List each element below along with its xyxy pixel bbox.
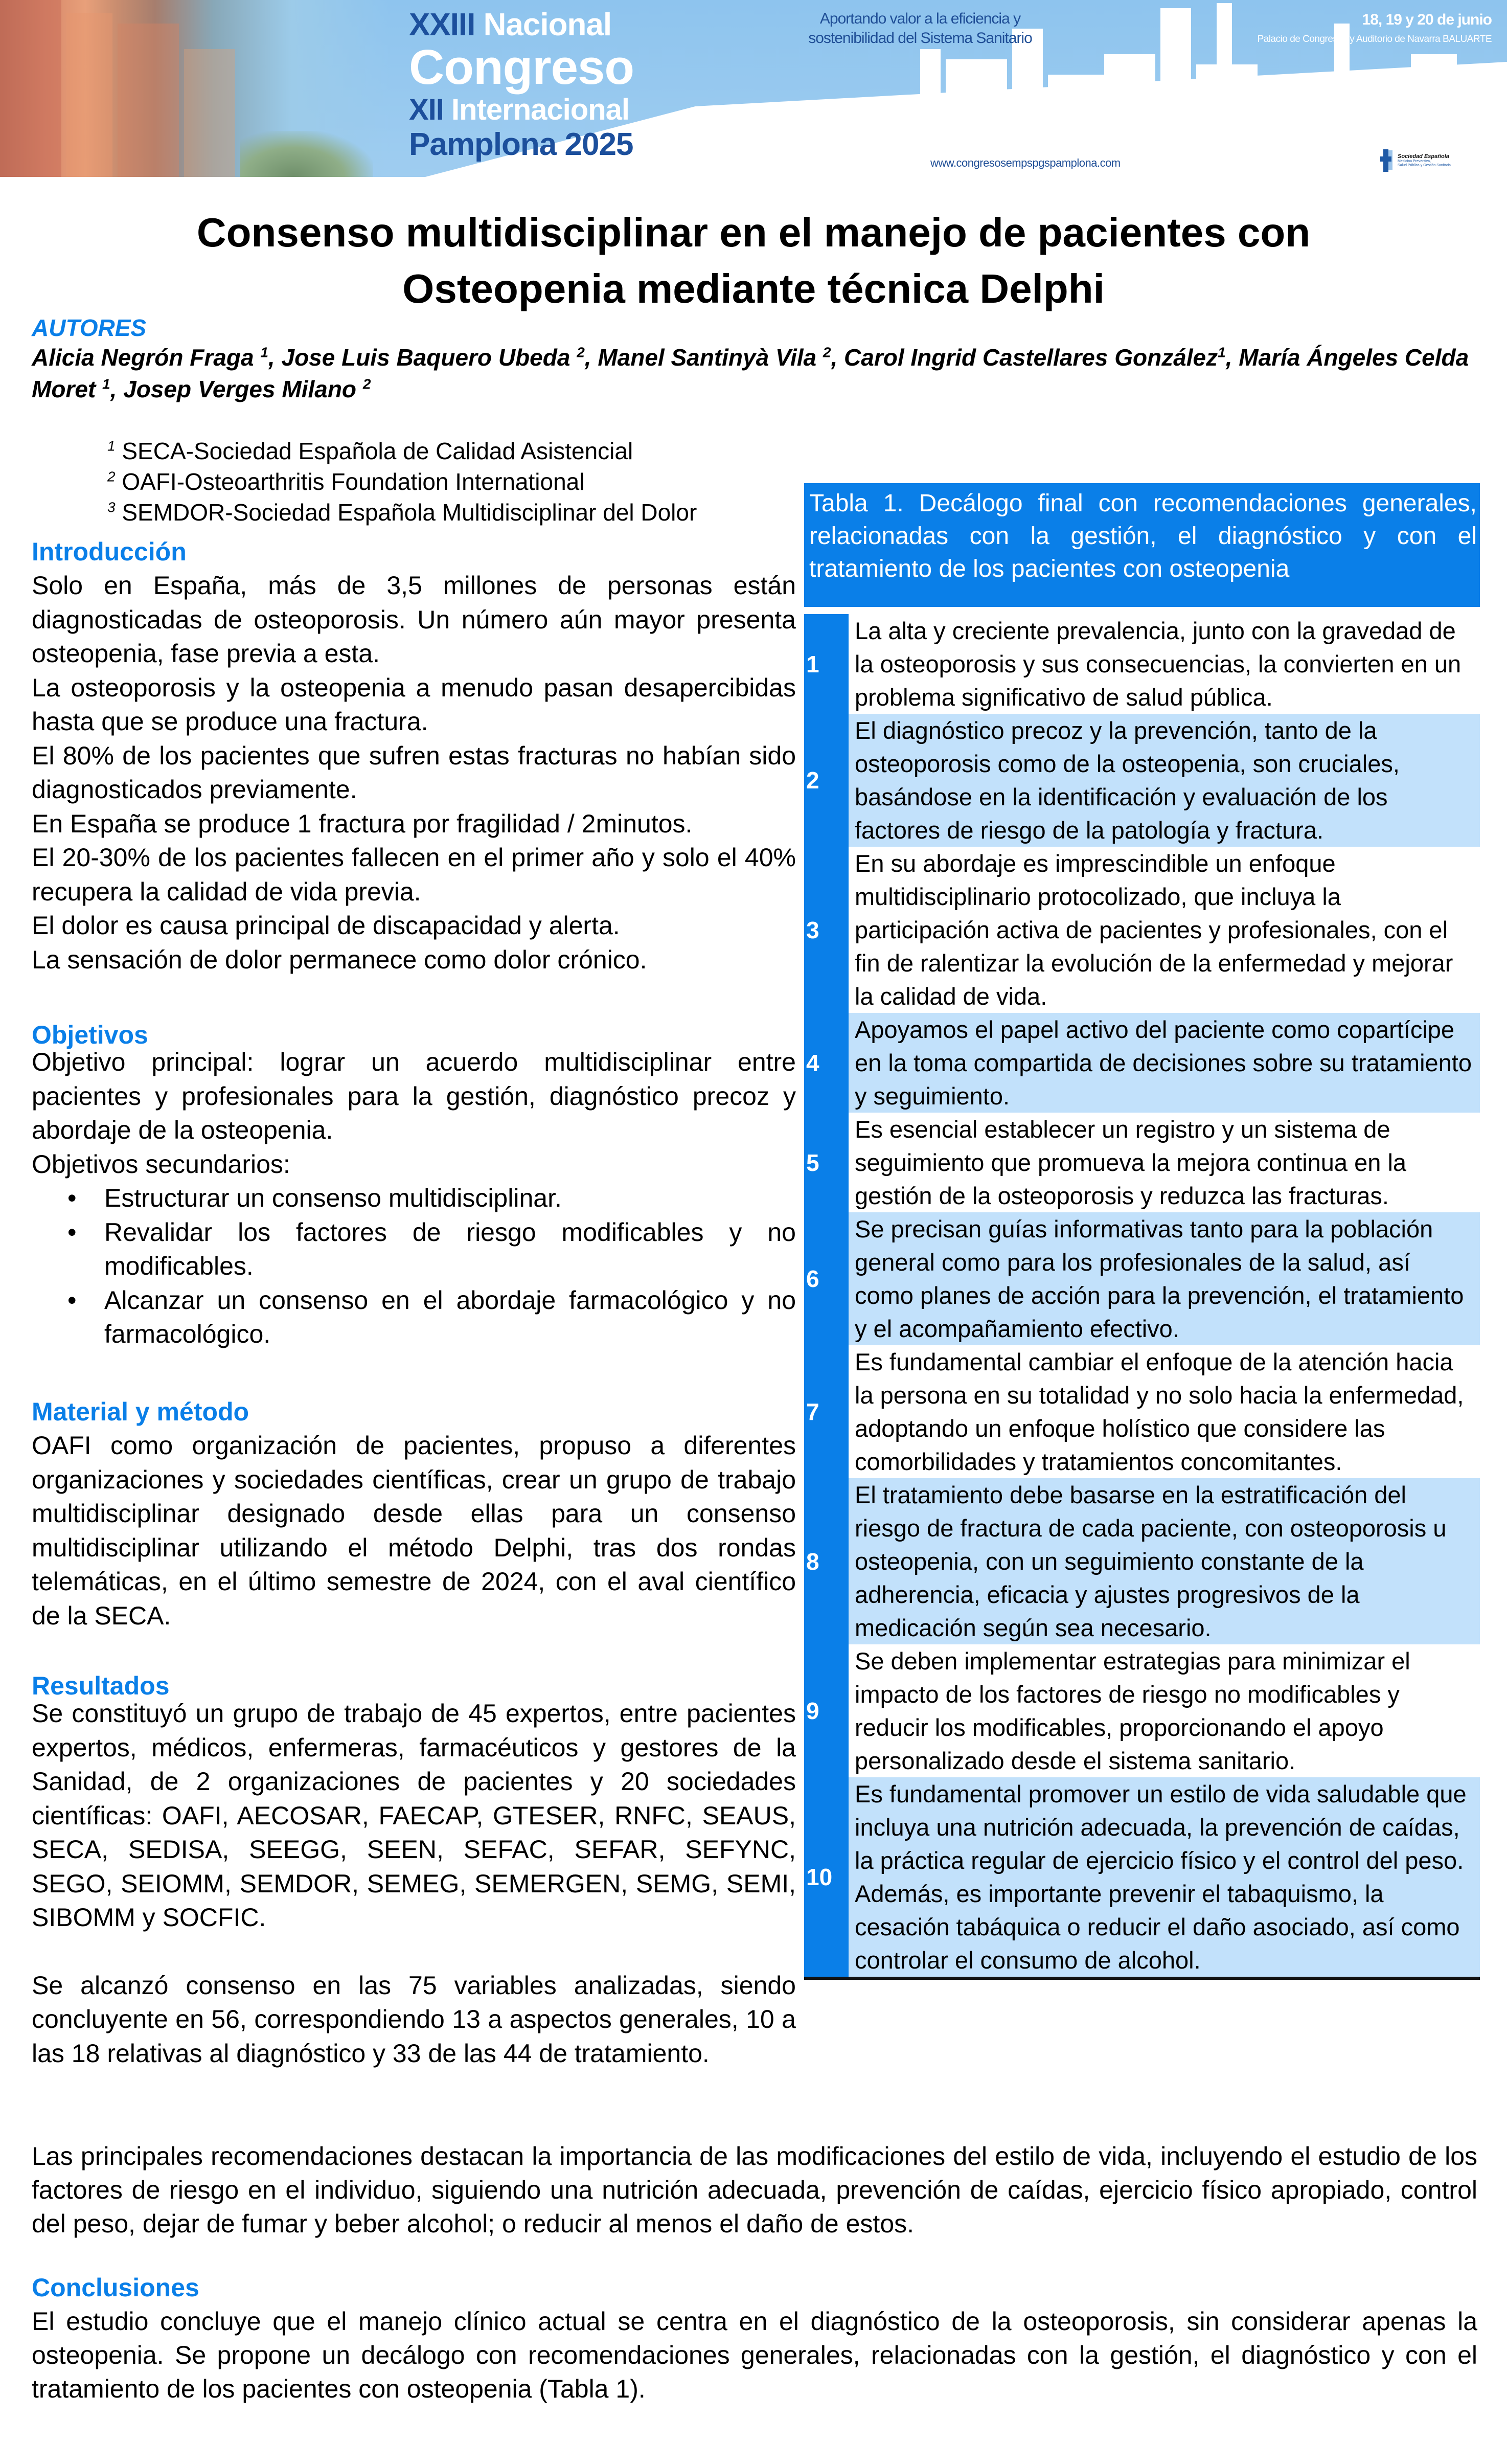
table-row-number: 4: [804, 1013, 849, 1113]
objetivo-secundario-text: Alcanzar un consenso en el abordaje farmacológico y no farmacológico.: [104, 1285, 796, 1348]
resultados-paragraph-2: Se alcanzó consenso en las 75 variables analizadas, siendo concluyente en 56, correspondiendo 13 a aspectos generales, 10 a las 18 relativas al diagnóstico y 33 de las 44 de tratamiento.: [32, 1971, 796, 2068]
table-row-text: Es fundamental cambiar el enfoque de la atención hacia la persona en su totalidad y no solo hacia la enfermedad, adoptando un enfoque holístico que considere las comorbilidades y tratamientos concomitantes.: [849, 1345, 1480, 1478]
resultados-body: [32, 1697, 796, 2070]
table-row-text: El diagnóstico precoz y la prevención, tanto de la osteoporosis como de la osteopenia, son cruciales, basándose en la identificación y evaluación de los factores de riesgo de la patología y fractura.: [849, 714, 1480, 847]
intro-paragraph: El 20-30% de los pacientes fallecen en el primer año y solo el 40% recupera la calidad de vida previa.: [32, 843, 796, 906]
affiliation-item: [107, 436, 697, 466]
table-row-text: En su abordaje es imprescindible un enfoque multidisciplinario protocolizado, que incluya la participación activa de pacientes y profesionales, con el fin de ralentizar la evolución de la enfermedad y mejorar la calidad de vida.: [849, 847, 1480, 1013]
congress-international-label: Internacional: [451, 93, 630, 126]
objetivos-secundarios-list: [32, 1181, 796, 1351]
table-row-text: Es fundamental promover un estilo de vida saludable que incluya una nutrición adecuada, la prevención de caídas, la práctica regular de ejercicio físico y el control del peso. Además, es importante prevenir el tabaquismo, la cesación tabáquica o reducir el daño asociado, así como controlar el consumo de alcohol.: [849, 1777, 1480, 1977]
affiliation-item: [107, 497, 697, 528]
congress-edition-national: XXIII: [409, 7, 475, 42]
society-name: Sociedad Española: [1398, 153, 1449, 160]
conclusiones-body: [32, 2304, 1477, 2406]
objetivo-principal: Objetivo principal: lograr un acuerdo multidisciplinar entre pacientes y profesionales para la gestión, diagnóstico precoz y abordaje de la osteopenia.: [32, 1048, 796, 1144]
resultados-recomendaciones: [32, 2139, 1477, 2241]
affiliation-text: SECA-Sociedad Española de Calidad Asistencial: [115, 438, 633, 464]
table-row-number: 2: [804, 714, 849, 847]
tagline-line-2: sostenibilidad del Sistema Sanitario: [808, 29, 1032, 47]
congress-title: [409, 9, 675, 161]
section-heading-introduccion: Introducción: [32, 537, 187, 566]
intro-paragraph: El dolor es causa principal de discapacidad y alerta.: [32, 911, 620, 940]
table-row-number: 9: [804, 1644, 849, 1777]
author-affiliation-ref: 1: [260, 344, 268, 360]
bullet-icon: •: [67, 1184, 77, 1212]
affiliations-list: [107, 436, 697, 528]
tagline-line-1: Aportando valor a la eficiencia y: [819, 10, 1021, 27]
congress-edition-international: XII: [409, 93, 444, 126]
objetivo-secundario-item: [32, 1283, 796, 1351]
congress-dates: 18, 19 y 20 de junio: [1362, 11, 1492, 28]
congress-city-year: Pamplona 2025: [409, 127, 633, 162]
author-affiliation-ref: 1: [1218, 344, 1226, 360]
table-row: [804, 1212, 1480, 1345]
society-cross-icon: [1380, 149, 1394, 172]
table-row-number: 8: [804, 1478, 849, 1644]
author-name: , Jose Luis Baquero Ubeda: [268, 344, 577, 371]
table-row: [804, 1345, 1480, 1478]
table-row-number: 3: [804, 847, 849, 1013]
table-row-number: 7: [804, 1345, 849, 1478]
decalogo-table: [804, 483, 1480, 1980]
society-subtitle-1: Medicina Preventiva,: [1398, 160, 1431, 164]
section-heading-material-metodo: Material y método: [32, 1397, 249, 1426]
table-row: [804, 1644, 1480, 1777]
bullet-icon: •: [67, 1217, 77, 1247]
society-logo: [1380, 149, 1451, 172]
intro-paragraph: En España se produce 1 fractura por fragilidad / 2minutos.: [32, 809, 693, 838]
table-row-number: 1: [804, 614, 849, 714]
poster-title-line-1: Consenso multidisciplinar en el manejo de pacientes con: [196, 210, 1311, 255]
bullet-icon: •: [67, 1285, 77, 1315]
affiliation-number: 1: [107, 438, 116, 454]
affiliation-text: OAFI-Osteoarthritis Foundation International: [115, 468, 585, 495]
table-row-number: 10: [804, 1777, 849, 1977]
intro-paragraph: El 80% de los pacientes que sufren estas fracturas no habían sido diagnosticados previamente.: [32, 741, 796, 804]
congress-banner: [0, 0, 1507, 177]
objetivos-body: [32, 1045, 796, 1351]
intro-paragraph: La sensación de dolor permanece como dolor crónico.: [32, 945, 647, 974]
author-name: , Carol Ingrid Castellares González: [831, 344, 1218, 371]
author-name: , Josep Verges Milano: [110, 376, 363, 402]
objetivo-secundario-text: Estructurar un consenso multidisciplinar.: [104, 1184, 562, 1212]
affiliation-number: 2: [107, 468, 116, 485]
introduccion-body: [32, 569, 796, 977]
table-row: [804, 1478, 1480, 1644]
material-paragraph: OAFI como organización de pacientes, propuso a diferentes organizaciones y sociedades científicas, crear un grupo de trabajo multidisciplinar designado desde ellas para un consenso multidisciplinar utilizando el método Delphi, tras dos rondas telemáticas, en el último semestre de 2024, con el aval científico de la SECA.: [32, 1431, 796, 1630]
table-row-text: El tratamiento debe basarse en la estratificación del riesgo de fractura de cada paciente, con osteoporosis u osteopenia, con un seguimiento constante de la adherencia, eficacia y ajustes progresivos de la medicación según sea necesario.: [849, 1478, 1480, 1644]
congress-national-label: Nacional: [483, 7, 612, 42]
resultados-paragraph-3: Las principales recomendaciones destacan la importancia de las modificaciones del estilo de vida, incluyendo el estudio de los factores de riesgo en el individuo, siguiendo una nutrición adecuada, prevención de caídas, ejercicio físico apropiado, control del peso, dejar de fumar y beber alcohol; o reducir al menos el daño de estos.: [32, 2142, 1477, 2238]
section-heading-resultados: Resultados: [32, 1671, 170, 1700]
author-affiliation-ref: 2: [823, 344, 831, 360]
author-affiliation-ref: 2: [577, 344, 585, 360]
trees-graphic: [240, 131, 373, 177]
material-body: [32, 1429, 796, 1633]
objetivos-secundarios-label: Objetivos secundarios:: [32, 1149, 290, 1179]
table-row-text: Apoyamos el papel activo del paciente como copartícipe en la toma compartida de decisiones sobre su tratamiento y seguimiento.: [849, 1013, 1480, 1113]
table-row-text: Es esencial establecer un registro y un sistema de seguimiento que promueva la mejora continua en la gestión de la osteoporosis y reduzca las fracturas.: [849, 1113, 1480, 1212]
objetivo-secundario-item: [32, 1215, 796, 1283]
table-row-text: Se precisan guías informativas tanto para la población general como para los profesionales de la salud, así como planes de acción para la prevención, el tratamiento y el acompañamiento efectivo.: [849, 1212, 1480, 1345]
congress-tagline: [777, 9, 1063, 48]
affiliation-text: SEMDOR-Sociedad Española Multidisciplinar del Dolor: [115, 499, 697, 526]
table-row-number: 5: [804, 1113, 849, 1212]
poster-title-line-2: Osteopenia mediante técnica Delphi: [402, 266, 1105, 311]
affiliation-number: 3: [107, 499, 116, 515]
objetivo-secundario-text: Revalidar los factores de riesgo modificables y no modificables.: [104, 1217, 796, 1280]
table-row: [804, 614, 1480, 714]
table-row-text: Se deben implementar estrategias para minimizar el impacto de los factores de riesgo no modificables y reducir los modificables, proporcionando el apoyo personalizado desde el sistema sanitario.: [849, 1644, 1480, 1777]
intro-paragraph: Solo en España, más de 3,5 millones de personas están diagnosticadas de osteoporosis. Un número aún mayor presenta osteopenia, fase previa a esta.: [32, 571, 796, 668]
author-affiliation-ref: 2: [362, 376, 371, 392]
intro-paragraph: La osteoporosis y la osteopenia a menudo pasan desapercibidas hasta que se produce una fractura.: [32, 673, 796, 736]
table-row: [804, 1777, 1480, 1977]
authors-heading: AUTORES: [32, 314, 147, 341]
section-heading-objetivos: Objetivos: [32, 1021, 148, 1049]
author-affiliation-ref: 1: [102, 376, 110, 392]
table-bottom-rule: [804, 1977, 1480, 1980]
author-name: Alicia Negrón Fraga: [32, 344, 261, 371]
conclusiones-paragraph: El estudio concluye que el manejo clínico actual se centra en el diagnóstico de la osteoporosis, sin considerar apenas la osteopenia. Se propone un decálogo con recomendaciones generales, relacionadas con la gestión, el diagnóstico y con el tratamiento de los pacientes con osteopenia (Tabla 1).: [32, 2307, 1477, 2403]
table-row-number: 6: [804, 1212, 849, 1345]
affiliation-item: [107, 466, 697, 497]
city-street-photo: [0, 0, 389, 177]
society-subtitle-2: Salud Pública y Gestión Sanitaria: [1398, 163, 1451, 167]
table-row: [804, 714, 1480, 847]
section-heading-conclusiones: Conclusiones: [32, 2273, 199, 2302]
table-row-text: La alta y creciente prevalencia, junto con la gravedad de la osteoporosis y sus consecuencias, la convierten en un problema significativo de salud pública.: [849, 614, 1480, 714]
table-row: [804, 1013, 1480, 1113]
author-name: , Manel Santinyà Vila: [584, 344, 823, 371]
objetivo-secundario-item: [32, 1181, 796, 1215]
author-name: , María Ángeles Celda Moret: [32, 344, 1469, 402]
table-row: [804, 1113, 1480, 1212]
congress-dates-venue: [1258, 11, 1492, 45]
congress-word: Congreso: [409, 40, 634, 95]
authors-list: [32, 342, 1478, 405]
congress-website-link[interactable]: www.congresosempspgspamplona.com: [930, 156, 1121, 169]
table-row: [804, 847, 1480, 1013]
congress-venue: Palacio de Congresos y Auditorio de Navarra BALUARTE: [1257, 34, 1492, 44]
table-caption: Tabla 1. Decálogo final con recomendaciones generales, relacionadas con la gestión, el diagnóstico y con el tratamiento de los pacientes con osteopenia: [804, 483, 1480, 607]
resultados-paragraph-1: Se constituyó un grupo de trabajo de 45 expertos, entre pacientes expertos, médicos, enfermeras, farmacéuticos y gestores de la Sanidad, de 2 organizaciones de pacientes y 20 sociedades científicas: OAFI, AECOSAR, FAECAP, GTESER, RNFC, SEAUS, SECA, SEDISA, SEEGG, SEEN, SEFAC, SEFAR, SEFYNC, SEGO, SEIOMM, SEMDOR, SEMEG, SEMERGEN, SEMG, SEMI, SIBOMM y SOCFIC.: [32, 1699, 796, 1932]
poster-title: [0, 205, 1507, 317]
